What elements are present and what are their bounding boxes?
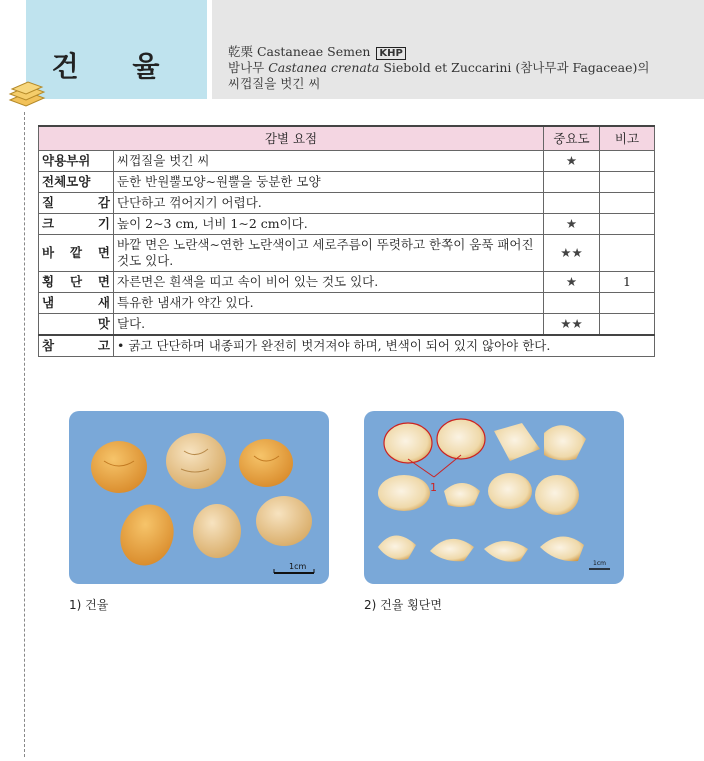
cross-section-image bbox=[364, 411, 624, 584]
table-row bbox=[39, 193, 655, 214]
header-description bbox=[228, 44, 649, 92]
latin-name-line bbox=[228, 44, 649, 60]
khp-badge: KHP bbox=[376, 47, 405, 60]
species-line bbox=[228, 60, 649, 76]
row-importance: ★★ bbox=[544, 314, 600, 336]
latin-name: 乾栗 Castaneae Semen bbox=[228, 44, 371, 59]
row-note bbox=[600, 172, 655, 193]
row-importance bbox=[544, 293, 600, 314]
row-label: 횡 단 면 bbox=[39, 272, 114, 293]
header-importance: 중요도 bbox=[544, 126, 600, 151]
species-scientific: Castanea crenata bbox=[268, 60, 380, 75]
margin-dashed-line bbox=[24, 112, 25, 757]
table-row bbox=[39, 172, 655, 193]
photo-cross-section bbox=[364, 411, 624, 584]
row-text: 단단하고 꺾어지기 어렵다. bbox=[114, 193, 544, 214]
table-row bbox=[39, 151, 655, 172]
stacked-bars-icon bbox=[4, 80, 48, 110]
species-common: 밤나무 bbox=[228, 60, 269, 75]
scale-label: 1cm bbox=[593, 560, 606, 567]
row-text: 씨껍질을 벗긴 씨 bbox=[114, 151, 544, 172]
table-row bbox=[39, 272, 655, 293]
table-row bbox=[39, 293, 655, 314]
caption-cross-section: 2) 건율 횡단면 bbox=[364, 598, 442, 612]
row-note: 1 bbox=[600, 272, 655, 293]
row-importance: ★★ bbox=[544, 235, 600, 272]
row-label: 질 감 bbox=[39, 193, 114, 214]
page-title: 건 율 bbox=[51, 50, 182, 83]
reference-text: • 굵고 단단하며 내종피가 완전히 벗겨져야 하며, 변색이 되어 있지 않아야 한다. bbox=[114, 335, 655, 357]
row-label: 맛 bbox=[39, 314, 114, 336]
row-note bbox=[600, 293, 655, 314]
row-text: 바깥 면은 노란색∼연한 노란색이고 세로주름이 뚜렷하고 한쪽이 움푹 패어진 것도 있다. bbox=[114, 235, 544, 272]
row-importance: ★ bbox=[544, 214, 600, 235]
row-note bbox=[600, 314, 655, 336]
row-importance bbox=[544, 193, 600, 214]
row-label: 바 깥 면 bbox=[39, 235, 114, 272]
row-importance: ★ bbox=[544, 151, 600, 172]
table-row bbox=[39, 235, 655, 272]
row-text: 달다. bbox=[114, 314, 544, 336]
row-text: 특유한 냄새가 약간 있다. bbox=[114, 293, 544, 314]
row-note bbox=[600, 193, 655, 214]
reference-label: 참 고 bbox=[39, 335, 114, 357]
row-note bbox=[600, 151, 655, 172]
row-label: 냄 새 bbox=[39, 293, 114, 314]
table-row bbox=[39, 314, 655, 336]
whole-seeds-image bbox=[69, 411, 329, 584]
caption-whole-seeds: 1) 건율 bbox=[69, 598, 109, 612]
table-header-row bbox=[39, 126, 655, 151]
table-row bbox=[39, 214, 655, 235]
species-family: Siebold et Zuccarini (참나무과 Fagaceae)의 bbox=[379, 60, 650, 75]
row-text: 높이 2∼3 cm, 너비 1∼2 cm이다. bbox=[114, 214, 544, 235]
identification-table bbox=[38, 125, 655, 357]
header-note: 비고 bbox=[600, 126, 655, 151]
photo-whole-seeds bbox=[69, 411, 329, 584]
annotation-label: 1 bbox=[430, 481, 437, 494]
reference-row bbox=[39, 335, 655, 357]
row-note bbox=[600, 214, 655, 235]
row-label: 약용부위 bbox=[39, 151, 114, 172]
row-label: 크 기 bbox=[39, 214, 114, 235]
row-note bbox=[600, 235, 655, 272]
row-text: 둔한 반원뿔모양∼원뿔을 둥분한 모양 bbox=[114, 172, 544, 193]
row-importance bbox=[544, 172, 600, 193]
scale-label: 1cm bbox=[289, 562, 307, 571]
row-label: 전체모양 bbox=[39, 172, 114, 193]
row-text: 자른면은 흰색을 띠고 속이 비어 있는 것도 있다. bbox=[114, 272, 544, 293]
header-points: 감별 요점 bbox=[39, 126, 544, 151]
row-importance: ★ bbox=[544, 272, 600, 293]
part-line: 씨껍질을 벗긴 씨 bbox=[228, 76, 321, 91]
